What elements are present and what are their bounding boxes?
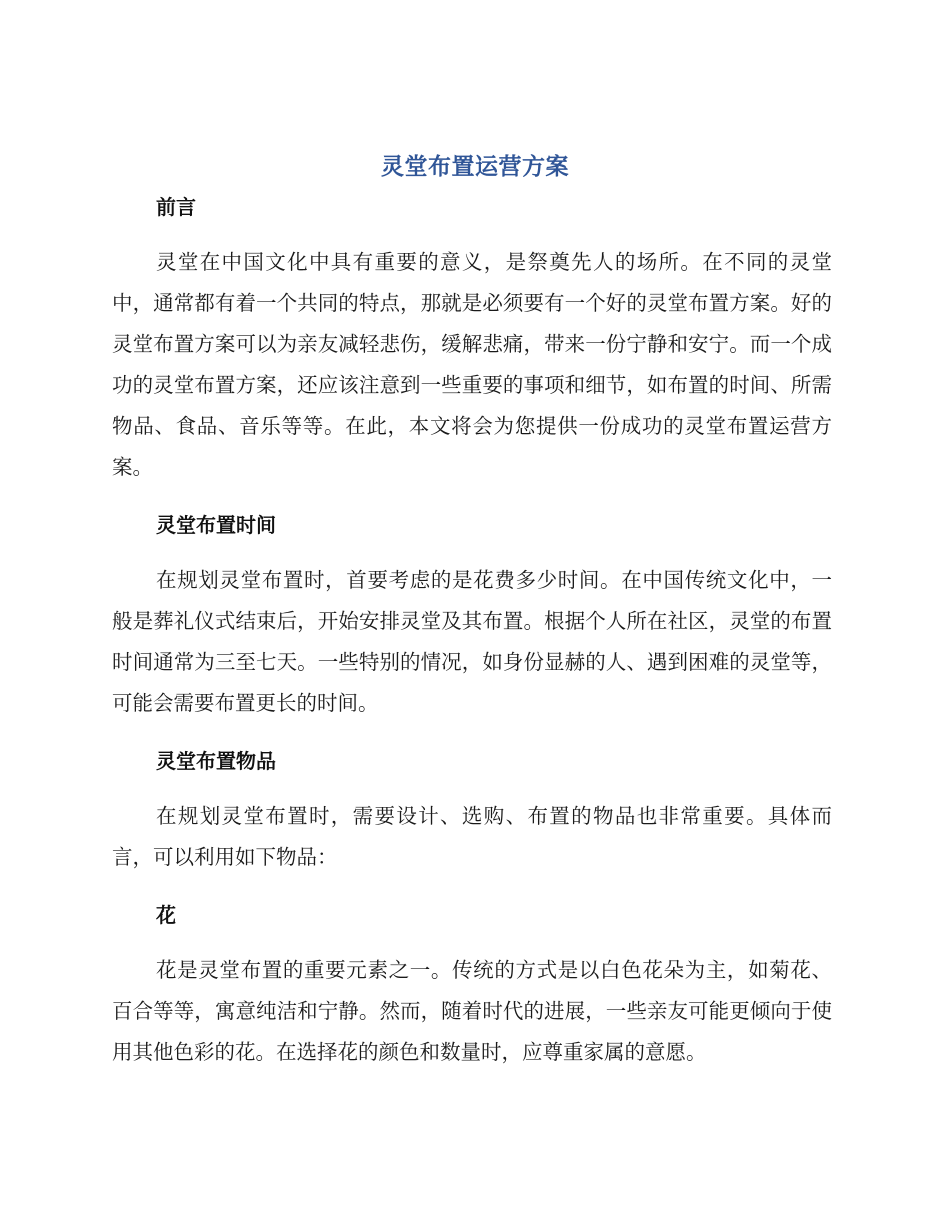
section-paragraph-setup-time: 在规划灵堂布置时，首要考虑的是花费多少时间。在中国传统文化中，一般是葬礼仪式结束后，开始安排灵堂及其布置。根据个人所在社区，灵堂的布置时间通常为三至七天。一些特别的情况，如身份显赫的人、遇到困难的灵堂等，可能会需要布置更长的时间。 <box>112 568 832 715</box>
section-paragraph-flowers: 花是灵堂布置的重要元素之一。传统的方式是以白色花朵为主，如菊花、百合等等，寓意纯洁和宁静。然而，随着时代的进展，一些亲友可能更倾向于使用其他色彩的花。在选择花的颜色和数量时，应尊重家属的意愿。 <box>112 958 832 1064</box>
section-paragraph-setup-items: 在规划灵堂布置时，需要设计、选购、布置的物品也非常重要。具体而言，可以利用如下物品： <box>112 804 832 869</box>
section-paragraph-preface: 灵堂在中国文化中具有重要的意义，是祭奠先人的场所。在不同的灵堂中，通常都有着一个共同的特点，那就是必须要有一个好的灵堂布置方案。好的灵堂布置方案可以为亲友减轻悲伤，缓解悲痛，带来一份宁静和安宁。而一个成功的灵堂布置方案，还应该注意到一些重要的事项和细节，如布置的时间、所需物品、食品、音乐等等。在此，本文将会为您提供一份成功的灵堂布置运营方案。 <box>112 250 832 479</box>
section-heading-setup-items: 灵堂布置物品 <box>156 749 276 773</box>
section-heading-setup-time: 灵堂布置时间 <box>156 513 276 537</box>
document-body <box>112 190 832 1073</box>
section-heading-preface: 前言 <box>156 195 196 219</box>
document-title: 灵堂布置运营方案 <box>381 154 569 180</box>
section-heading-flowers: 花 <box>156 903 176 927</box>
